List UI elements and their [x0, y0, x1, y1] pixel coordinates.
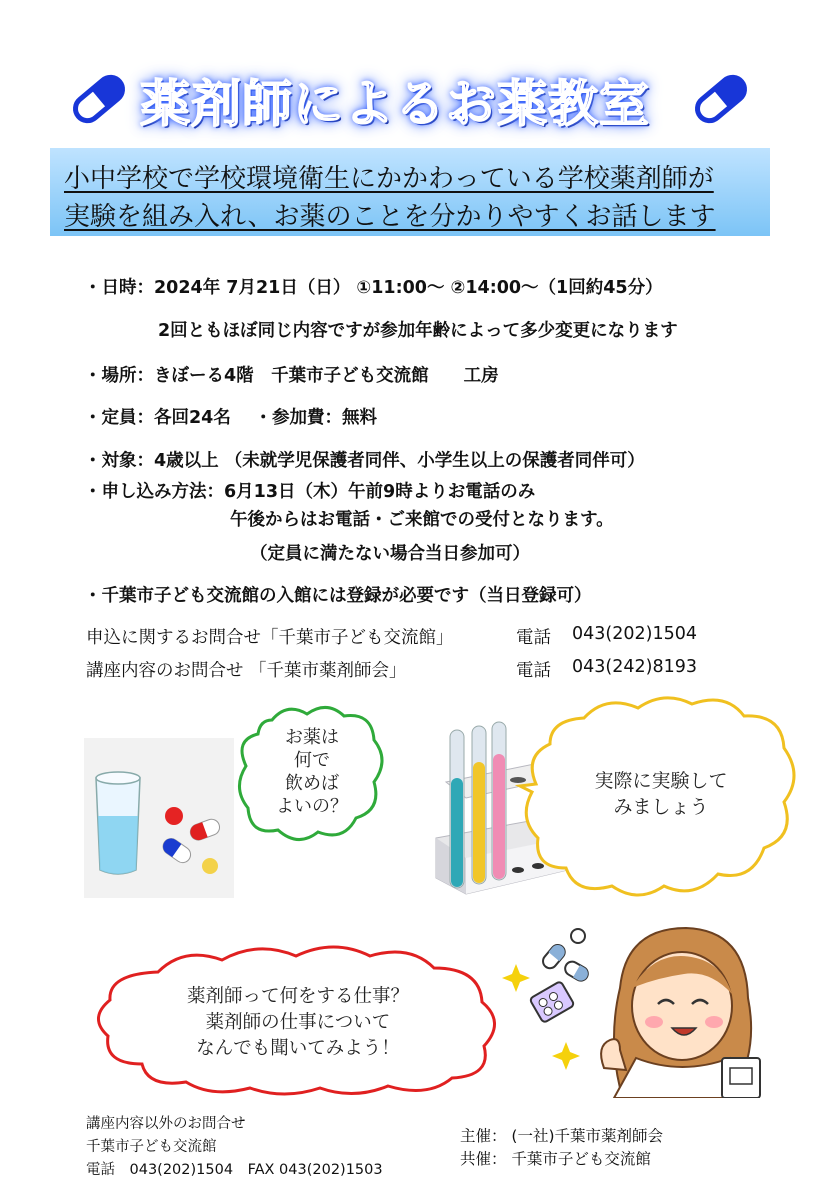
banner-line-2: 実験を組み入れ、お薬のことを分かりやすくお話します — [64, 202, 716, 232]
medicine-question-text: お薬は 何で 飲めば よいの？ — [276, 727, 348, 817]
event-datetime: ・日時：2024年 7月21日（日） ①11:00～ ②14:00～（1回約45分） — [84, 278, 663, 298]
footer-org: 千葉市子ども交流館 — [86, 1139, 217, 1155]
footer-other-inquiry: 講座内容以外のお問合せ — [86, 1116, 246, 1132]
capsule-icon — [66, 66, 132, 132]
event-place: ・場所：きぼーる4階 千葉市子ども交流館 工房 — [84, 366, 499, 386]
footer-cohost: 共催： 千葉市子ども交流館 — [460, 1150, 651, 1168]
contact-apply-tel-label: 電話 — [516, 628, 551, 648]
event-apply-method: ・申し込み方法：6月13日（木）午前9時よりお電話のみ — [84, 482, 536, 502]
contact-content-tel: 043(242)8193 — [572, 657, 697, 677]
contact-content-label: 講座内容のお問合せ 「千葉市薬剤師会」 — [86, 661, 407, 681]
event-target: ・対象：4歳以上 （未就学児保護者同伴、小学生以上の保護者同伴可） — [84, 451, 645, 471]
event-datetime-note: 2回ともほぼ同じ内容ですが参加年齢によって多少変更になります — [158, 321, 678, 341]
footer-host: 主催： (一社)千葉市薬剤師会 — [460, 1127, 664, 1145]
water-glass-illustration — [84, 738, 234, 898]
event-apply-note: 午後からはお電話・ご来館での受付となります。 — [230, 510, 614, 530]
contact-apply-tel: 043(202)1504 — [572, 624, 697, 644]
event-walkin-note: （定員に満たない場合当日参加可） — [250, 544, 530, 564]
pharmacist-job-text: 薬剤師って何をする仕事？ 薬剤師の仕事について なんでも聞いてみよう！ — [186, 986, 409, 1059]
intro-banner — [50, 148, 770, 236]
footer-phone-fax: 電話 043(202)1504 FAX 043(202)1503 — [86, 1162, 383, 1178]
pharmacist-illustration — [496, 918, 796, 1098]
registration-note: ・千葉市子ども交流館の入館には登録が必要です（当日登録可） — [84, 586, 592, 606]
capsule-icon — [688, 66, 754, 132]
experiment-text: 実際に実験して みましょう — [594, 770, 728, 818]
banner-line-1: 小中学校で学校環境衛生にかかわっている学校薬剤師が — [64, 164, 714, 194]
title-area — [60, 58, 758, 140]
contact-content-tel-label: 電話 — [516, 661, 551, 681]
event-capacity-fee: ・定員：各回24名 ・参加費：無料 — [84, 408, 377, 428]
contact-apply-label: 申込に関するお問合せ「千葉市子ども交流館」 — [86, 628, 454, 648]
page-title: 薬剤師によるお薬教室 — [140, 75, 650, 133]
